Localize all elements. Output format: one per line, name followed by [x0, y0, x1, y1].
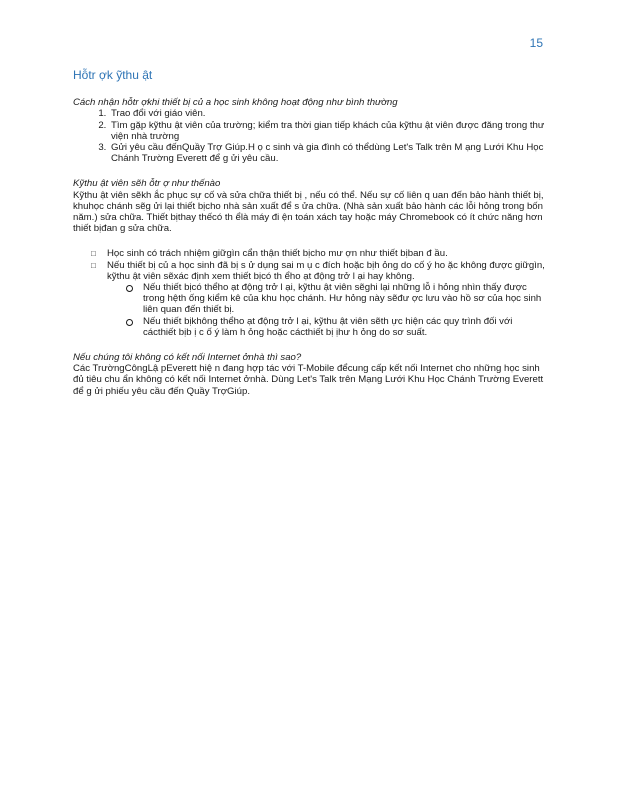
sub-bullets [107, 282, 548, 338]
technician-paragraph: Kỹthu ật viên sẽkh ắc phục sự cố và sửa chữa thiết bị , nếu có thể. Nếu sự cố liên q uan đến bảo hành thiết bị, khuhọc chánh sẽg ửi lại thiết bịcho nhà sản xuất để s ửa chữa. (Nhà sản xuất bảo hành các lỗi hỏng trong bốn năm.) sửa chữa. Thiết bịthay thếcó th ểlà máy đi ện toán xách tay hoặc máy Chromebook có ít chức năng hơn thiết bịđan g sửa chữa. [73, 189, 544, 235]
list-item: 1. Trao đổi với giáo viên. [109, 108, 548, 119]
list-item-text: Học sinh có trách nhiệm giữgìn cẩn thận thiết bịcho mư ợn như thiết bịban đ ầu. [107, 248, 448, 260]
list-item [91, 259, 548, 338]
bullet-icon: □ [91, 249, 96, 259]
circle-bullet-icon [126, 285, 133, 292]
subhead-technician-support: Kỹthu ật viên sẽh ỗtr ợ như thếnào [73, 178, 221, 190]
list-item-text: Nếu thiết bịkhông thểho ạt động trở l ại, kỹthu ật viên sẽth ực hiện các quy trình đối với cácthiết bịb ị c ố ý làm h ỏng hoặc cácthiết bị ịhư h ỏng do sơ suất. [143, 315, 513, 338]
list-item [91, 248, 548, 260]
page-number: 15 [529, 36, 543, 50]
responsibility-bullets [73, 248, 548, 338]
subhead-get-help: Cách nhận hỗtr ợkhi thiết bị củ a học sinh không hoạt động như bình thường [73, 97, 398, 109]
subhead-internet: Nếu chúng tôi không có kết nối Internet ởnhà thì sao? [73, 352, 302, 364]
list-item-text: Nếu thiết bị củ a học sinh đã bị s ử dụng sai m ụ c đích hoặc bịh ỏng do cố ý ho ặc không được giữgìn, kỹthu ật viên sẽxác định xem thiết bịcó th ểho ạt động trở l ại hay không. [107, 259, 545, 282]
section-heading: Hỗtr ợk ỹthu ật [73, 68, 153, 82]
list-item-text: Nếu thiết bịcó thểho ạt động trở l ại, kỹthu ật viên sẽghi lại những lỗ i hỏng nhìn thấy được trong hệth ống kiểm kê của khu học chánh. Hư hỏng này sẽđư ợc lưu vào hồ sơ của học sinh liên quan đến thiết bị. [143, 282, 542, 316]
list-item: 2. Tìm gặp kỹthu ật viên của trường; kiểm tra thời gian tiếp khách của kỹthu ật viên được đăng trong thư viện nhà trường [109, 120, 548, 142]
internet-paragraph: Các TrườngCôngLậ pEverett hiệ n đang hợp tác với T-Mobile đểcung cấp kết nối Internet cho những học sinh đủ tiêu chu ẩn không có kết nối Internet ởnhà. Dùng Let's Talk trên Mạng Lưới Khu Học Chánh Trường Everett để g ửi phiếu yêu cầu đến Quầy TrợGiúp. [73, 363, 544, 397]
bullet-icon: □ [91, 260, 96, 270]
page-content [73, 70, 548, 397]
circle-bullet-icon [126, 319, 133, 326]
list-item: 3. Gửi yêu cầu đếnQuầy Trợ Giúp.H ọ c sinh và gia đình có thểdùng Let's Talk trên M ạng Lưới Khu Học Chánh Trường Everett để g ửi yêu cầu. [109, 142, 548, 164]
list-item [143, 316, 548, 338]
help-steps-list [73, 108, 548, 164]
list-item [143, 282, 548, 316]
